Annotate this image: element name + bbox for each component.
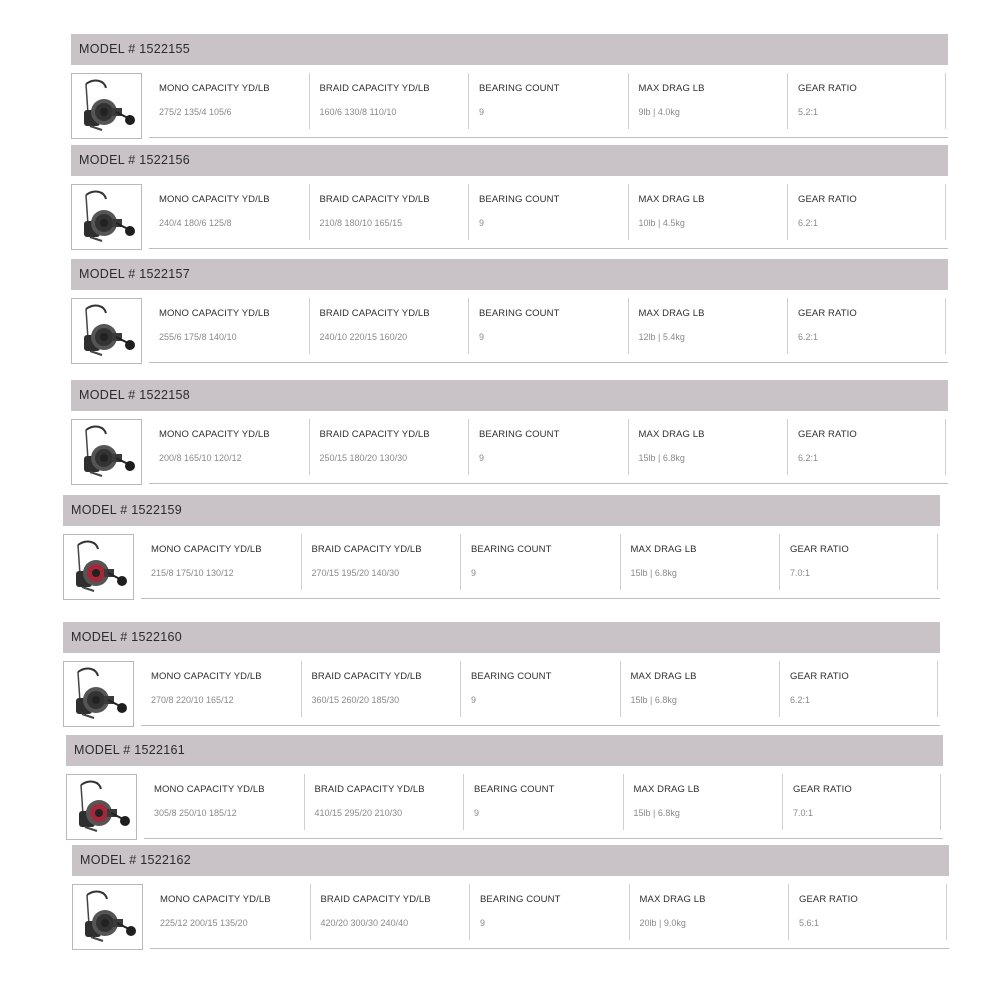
spec-value-braid: 270/15 195/20 140/30 <box>311 568 400 578</box>
spinning-reel-icon <box>72 884 143 950</box>
model-number: MODEL # 1522157 <box>71 259 948 290</box>
spec-label: GEAR RATIO <box>798 83 857 94</box>
spec-value-gear: 6.2:1 <box>798 332 819 342</box>
spec-label: MONO CAPACITY YD/LB <box>159 308 270 319</box>
spec-label: GEAR RATIO <box>790 671 849 682</box>
spec-column <box>309 73 468 129</box>
spec-label: BRAID CAPACITY YD/LB <box>320 894 431 905</box>
spec-value-braid: 420/20 300/30 240/40 <box>320 918 409 928</box>
spec-label: MONO CAPACITY YD/LB <box>159 83 270 94</box>
spec-column <box>141 661 300 717</box>
spec-label: BEARING COUNT <box>479 194 560 205</box>
spec-label: GEAR RATIO <box>798 429 857 440</box>
spec-value-braid: 210/8 180/10 165/15 <box>319 218 403 228</box>
spec-table <box>149 184 948 249</box>
model-number: MODEL # 1522161 <box>66 735 943 766</box>
spec-label: BEARING COUNT <box>479 308 560 319</box>
spec-label: MONO CAPACITY YD/LB <box>160 894 271 905</box>
spec-column <box>788 884 947 940</box>
spinning-reel-icon <box>63 534 134 600</box>
model-row <box>71 419 948 485</box>
spec-label: GEAR RATIO <box>798 308 857 319</box>
spec-label: BRAID CAPACITY YD/LB <box>319 308 430 319</box>
spec-label: MAX DRAG LB <box>630 544 697 555</box>
spec-value-drag: 10lb | 4.5kg <box>638 218 685 228</box>
spinning-reel-icon <box>66 774 137 840</box>
spec-value-bearings: 9 <box>474 808 480 818</box>
model-section <box>71 259 948 364</box>
spec-column <box>468 184 627 240</box>
spec-column <box>304 774 463 830</box>
spec-column <box>787 419 946 475</box>
spinning-reel-icon <box>71 298 142 364</box>
spec-table <box>150 884 949 949</box>
spec-value-gear: 6.2:1 <box>798 218 819 228</box>
spec-value-drag: 15lb | 6.8kg <box>630 568 677 578</box>
model-section <box>63 495 940 600</box>
spec-label: MAX DRAG LB <box>630 671 697 682</box>
spec-label: BEARING COUNT <box>479 83 560 94</box>
spec-value-mono: 240/4 180/6 125/8 <box>159 218 232 228</box>
spec-column <box>628 73 787 129</box>
spec-table <box>144 774 943 839</box>
spec-column <box>787 184 946 240</box>
spec-column <box>628 184 787 240</box>
model-number: MODEL # 1522156 <box>71 145 948 176</box>
spec-value-drag: 12lb | 5.4kg <box>638 332 685 342</box>
model-row <box>71 184 948 250</box>
spec-value-bearings: 9 <box>471 695 477 705</box>
spec-value-bearings: 9 <box>479 453 485 463</box>
spec-value-gear: 5.6:1 <box>799 918 820 928</box>
spec-label: BEARING COUNT <box>471 671 552 682</box>
spec-label: MONO CAPACITY YD/LB <box>154 784 265 795</box>
spec-column <box>463 774 622 830</box>
spec-label: GEAR RATIO <box>798 194 857 205</box>
spec-column <box>782 774 941 830</box>
model-section <box>71 145 948 250</box>
spec-label: MAX DRAG LB <box>638 83 705 94</box>
model-number: MODEL # 1522158 <box>71 380 948 411</box>
spec-column <box>629 884 788 940</box>
spec-column <box>628 419 787 475</box>
spec-value-gear: 7.0:1 <box>790 568 811 578</box>
spec-value-bearings: 9 <box>480 918 486 928</box>
spec-table <box>149 419 948 484</box>
model-row <box>72 884 949 950</box>
spinning-reel-icon <box>71 73 142 139</box>
spec-value-drag: 15lb | 6.8kg <box>638 453 685 463</box>
model-section <box>63 622 940 727</box>
spec-label: MONO CAPACITY YD/LB <box>159 429 270 440</box>
spec-value-gear: 6.2:1 <box>790 695 811 705</box>
spec-value-bearings: 9 <box>479 107 485 117</box>
spec-column <box>468 73 627 129</box>
spec-column <box>301 534 460 590</box>
spec-column <box>301 661 460 717</box>
spec-column <box>469 884 628 940</box>
spec-column <box>309 184 468 240</box>
spec-column <box>309 298 468 354</box>
spec-label: GEAR RATIO <box>793 784 852 795</box>
spec-label: MAX DRAG LB <box>638 194 705 205</box>
spec-value-mono: 305/8 250/10 185/12 <box>154 808 237 818</box>
model-section <box>66 735 943 840</box>
spec-column <box>468 419 627 475</box>
spec-value-drag: 15lb | 6.8kg <box>633 808 680 818</box>
spec-label: BRAID CAPACITY YD/LB <box>319 194 430 205</box>
spec-column <box>779 534 938 590</box>
spec-value-bearings: 9 <box>479 218 485 228</box>
model-number: MODEL # 1522160 <box>63 622 940 653</box>
spec-column <box>310 884 469 940</box>
spec-value-mono: 255/6 175/8 140/10 <box>159 332 237 342</box>
model-row <box>66 774 943 840</box>
spec-value-drag: 9lb | 4.0kg <box>638 107 680 117</box>
spec-label: BEARING COUNT <box>480 894 561 905</box>
spec-column <box>144 774 303 830</box>
model-row <box>63 661 940 727</box>
spec-label: BEARING COUNT <box>471 544 552 555</box>
spec-label: BEARING COUNT <box>479 429 560 440</box>
model-row <box>63 534 940 600</box>
spec-label: BRAID CAPACITY YD/LB <box>311 544 422 555</box>
spec-label: MONO CAPACITY YD/LB <box>151 544 262 555</box>
spec-column <box>620 661 779 717</box>
spec-label: GEAR RATIO <box>790 544 849 555</box>
spec-value-braid: 160/6 130/8 110/10 <box>319 107 397 117</box>
spec-value-braid: 250/15 180/20 130/30 <box>319 453 408 463</box>
spec-label: BRAID CAPACITY YD/LB <box>314 784 425 795</box>
spec-column <box>787 298 946 354</box>
spinning-reel-icon <box>71 184 142 250</box>
spec-label: MAX DRAG LB <box>639 894 706 905</box>
spec-column <box>149 184 308 240</box>
spec-value-drag: 20lb | 9.0kg <box>639 918 686 928</box>
spec-label: MONO CAPACITY YD/LB <box>151 671 262 682</box>
spec-column <box>628 298 787 354</box>
spec-table <box>141 534 940 599</box>
spinning-reel-icon <box>71 419 142 485</box>
spec-label: GEAR RATIO <box>799 894 858 905</box>
spec-value-gear: 6.2:1 <box>798 453 819 463</box>
spec-value-gear: 5.2:1 <box>798 107 819 117</box>
spec-column <box>141 534 300 590</box>
spec-label: BEARING COUNT <box>474 784 555 795</box>
spec-column <box>460 661 619 717</box>
spec-label: MAX DRAG LB <box>638 308 705 319</box>
spec-label: MONO CAPACITY YD/LB <box>159 194 270 205</box>
spec-column <box>150 884 309 940</box>
model-section <box>71 34 948 139</box>
spec-value-bearings: 9 <box>471 568 477 578</box>
model-number: MODEL # 1522159 <box>63 495 940 526</box>
spec-label: BRAID CAPACITY YD/LB <box>311 671 422 682</box>
model-row <box>71 73 948 139</box>
spec-value-braid: 240/10 220/15 160/20 <box>319 332 408 342</box>
model-number: MODEL # 1522162 <box>72 845 949 876</box>
model-section <box>71 380 948 485</box>
spec-column <box>787 73 946 129</box>
spec-table <box>149 298 948 363</box>
spec-value-mono: 275/2 135/4 105/6 <box>159 107 232 117</box>
spec-label: BRAID CAPACITY YD/LB <box>319 83 430 94</box>
spec-table <box>149 73 948 138</box>
spec-value-mono: 215/8 175/10 130/12 <box>151 568 234 578</box>
model-number: MODEL # 1522155 <box>71 34 948 65</box>
spec-value-mono: 270/8 220/10 165/12 <box>151 695 234 705</box>
spec-value-gear: 7.0:1 <box>793 808 814 818</box>
spec-value-braid: 410/15 295/20 210/30 <box>314 808 403 818</box>
spec-value-bearings: 9 <box>479 332 485 342</box>
spec-column <box>309 419 468 475</box>
spec-column <box>623 774 782 830</box>
spec-value-braid: 360/15 260/20 185/30 <box>311 695 400 705</box>
spec-column <box>468 298 627 354</box>
spec-label: BRAID CAPACITY YD/LB <box>319 429 430 440</box>
model-section <box>72 845 949 950</box>
spec-column <box>779 661 938 717</box>
spec-column <box>149 298 308 354</box>
spec-column <box>460 534 619 590</box>
spec-label: MAX DRAG LB <box>633 784 700 795</box>
spec-column <box>149 73 308 129</box>
spec-label: MAX DRAG LB <box>638 429 705 440</box>
model-row <box>71 298 948 364</box>
spec-value-mono: 225/12 200/15 135/20 <box>160 918 248 928</box>
spec-column <box>620 534 779 590</box>
spinning-reel-icon <box>63 661 134 727</box>
spec-column <box>149 419 308 475</box>
spec-value-mono: 200/8 165/10 120/12 <box>159 453 242 463</box>
spec-value-drag: 15lb | 6.8kg <box>630 695 677 705</box>
spec-table <box>141 661 940 726</box>
